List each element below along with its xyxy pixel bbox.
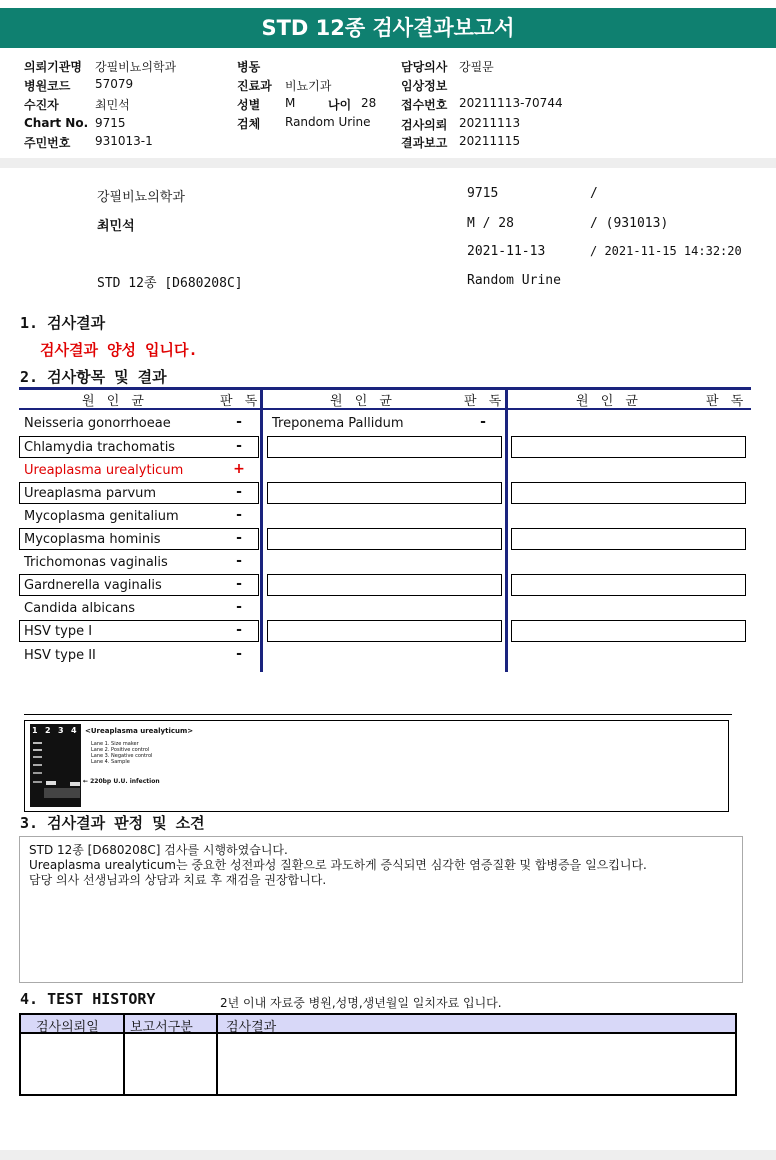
col2-organism-header: 원 인 균 — [330, 394, 396, 409]
organism-name: HSV type II — [24, 648, 96, 663]
chart-label: Chart No. — [24, 116, 89, 130]
ladder-band — [33, 749, 42, 751]
ladder-band — [33, 756, 42, 758]
summary-slash: / — [590, 186, 598, 201]
chart-value: 9715 — [95, 116, 126, 130]
organism-name: Candida albicans — [24, 601, 136, 616]
sex-label: 성별 — [237, 98, 261, 112]
row-box — [511, 436, 746, 458]
row-box — [267, 482, 502, 504]
request-label: 검사의뢰 — [401, 118, 448, 132]
request-value: 20211113 — [459, 116, 521, 130]
row-box — [267, 436, 502, 458]
reception-label: 접수번호 — [401, 98, 448, 112]
summary-birth: / (931013) — [590, 216, 669, 231]
header-divider — [0, 158, 776, 168]
hospital-value: 강필비뇨의학과 — [95, 60, 177, 74]
organism-result: - — [236, 438, 242, 454]
summary-chart: 9715 — [467, 186, 499, 201]
hospital-label: 의뢰기관명 — [24, 60, 82, 74]
history-header-row — [19, 1013, 737, 1034]
organism-result: - — [236, 414, 242, 430]
gel-lane-number: 2 — [45, 726, 51, 735]
age-label: 나이 — [328, 98, 352, 112]
code-value: 57079 — [95, 77, 134, 91]
row-box — [267, 620, 502, 642]
row-box — [511, 528, 746, 550]
organism-result-positive: + — [233, 461, 245, 477]
gel-legend-item: Lane 3. Negative control — [91, 753, 153, 759]
history-col-result: 검사결과 — [226, 1020, 277, 1035]
organism-name: Mycoplasma genitalium — [24, 509, 179, 524]
footer-bar — [0, 1150, 776, 1160]
organism-name-positive: Ureaplasma urealyticum — [24, 463, 184, 478]
code-label: 병원코드 — [24, 79, 71, 93]
gel-title: <Ureaplasma urealyticum> — [85, 727, 194, 735]
history-col-type: 보고서구분 — [130, 1020, 193, 1035]
summary-test: STD 12종 [D680208C] — [97, 276, 243, 291]
id-label: 주민번호 — [24, 136, 71, 150]
row-box — [511, 620, 746, 642]
gel-lane-number: 1 — [32, 726, 38, 735]
organism-name: Chlamydia trachomatis — [24, 440, 176, 455]
gel-top-rule — [24, 714, 732, 715]
section4-heading: 4. TEST HISTORY — [20, 990, 156, 1008]
organism-result: - — [236, 530, 242, 546]
summary-patient: 최민석 — [97, 219, 135, 234]
gel-lane-number: 4 — [71, 726, 77, 735]
dept-value: 비뇨기과 — [285, 79, 332, 93]
remark-line: Ureaplasma urealyticum는 중요한 성전파성 질환으로 과도하게 증식되면 심각한 염증질환 및 합병증을 일으킵니다. — [29, 858, 647, 872]
dept-label: 진료과 — [237, 79, 272, 93]
remark-line: STD 12종 [D680208C] 검사를 시행하였습니다. — [29, 843, 288, 857]
history-body — [19, 1032, 737, 1096]
specimen-label: 검체 — [237, 117, 261, 131]
organism-name: Ureaplasma parvum — [24, 486, 157, 501]
organism-name: Trichomonas vaginalis — [24, 555, 168, 570]
gel-legend-item: Lane 4. Sample — [91, 759, 130, 765]
patient-value: 최민석 — [95, 98, 130, 112]
organism-name: Neisseria gonorrhoeae — [24, 416, 171, 431]
section2-heading: 2. 검사항목 및 결과 — [20, 368, 167, 386]
gel-band-label: ← 220bp U.U. infection — [83, 778, 160, 785]
summary-hospital: 강필비뇨의학과 — [97, 190, 185, 205]
summary-date2: / 2021-11-15 14:32:20 — [590, 244, 742, 258]
organism-result: - — [236, 622, 242, 638]
col3-result-header: 판 독 — [706, 394, 748, 409]
summary-specimen: Random Urine — [467, 273, 561, 288]
ward-label: 병동 — [237, 60, 261, 74]
section1-heading: 1. 검사결과 — [20, 314, 106, 332]
col3-organism-header: 원 인 균 — [576, 394, 642, 409]
remarks-box — [19, 836, 743, 983]
section3-heading: 3. 검사결과 판정 및 소견 — [20, 814, 205, 832]
col2-result-header: 판 독 — [464, 394, 506, 409]
organism-result: - — [236, 576, 242, 592]
gel-legend-item: Lane 2. Positive control — [91, 747, 150, 753]
primer-smear — [44, 788, 80, 798]
report-title: STD 12종 검사결과보고서 — [0, 8, 776, 48]
clinical-label: 임상정보 — [401, 79, 448, 93]
row-box — [511, 482, 746, 504]
result-date-value: 20211115 — [459, 134, 521, 148]
column-divider-1 — [260, 387, 263, 672]
row-box — [511, 574, 746, 596]
organism-result: - — [236, 507, 242, 523]
ladder-band — [33, 764, 42, 766]
gel-image-panel — [24, 720, 729, 812]
summary-date1: 2021-11-13 — [467, 244, 546, 259]
history-col-divider — [216, 1013, 218, 1096]
reception-value: 20211113-70744 — [459, 96, 563, 110]
sex-value: M — [285, 96, 296, 110]
gel-lane-number: 3 — [58, 726, 64, 735]
organism-name: Gardnerella vaginalis — [24, 578, 162, 593]
gel-image — [30, 724, 81, 807]
id-value: 931013-1 — [95, 134, 153, 148]
organism-result: - — [480, 414, 486, 430]
doctor-value: 강필문 — [459, 60, 494, 74]
ladder-band — [33, 742, 42, 744]
row-box — [267, 528, 502, 550]
ladder-band — [33, 781, 42, 783]
sample-band — [70, 782, 80, 786]
col1-organism-header: 원 인 균 — [82, 394, 148, 409]
specimen-value: Random Urine — [285, 115, 371, 129]
age-value: 28 — [361, 96, 377, 110]
positive-result-text: 검사결과 양성 입니다. — [40, 341, 198, 359]
positive-control-band — [46, 781, 56, 785]
organism-name: HSV type I — [24, 624, 93, 639]
organism-result: - — [236, 484, 242, 500]
organism-result: - — [236, 646, 242, 662]
history-col-date: 검사의뢰일 — [36, 1020, 99, 1035]
remark-line: 담당 의사 선생님과의 상담과 치료 후 재검을 권장합니다. — [29, 873, 327, 887]
result-date-label: 결과보고 — [401, 136, 448, 150]
patient-label: 수진자 — [24, 98, 59, 112]
organism-result: - — [236, 599, 242, 615]
column-divider-2 — [505, 387, 508, 672]
summary-sex-age: M / 28 — [467, 216, 514, 231]
gel-legend-item: Lane 1. Size maker — [91, 741, 139, 747]
organism-result: - — [236, 553, 242, 569]
col1-result-header: 판 독 — [220, 394, 262, 409]
organism-name: Mycoplasma hominis — [24, 532, 161, 547]
doctor-label: 담당의사 — [401, 60, 448, 74]
ladder-band — [33, 772, 42, 774]
history-col-divider — [123, 1013, 125, 1096]
row-box — [267, 574, 502, 596]
organism-name: Treponema Pallidum — [272, 416, 404, 431]
history-note: 2년 이내 자료중 병원,성명,생년월일 일치자료 입니다. — [220, 996, 502, 1010]
